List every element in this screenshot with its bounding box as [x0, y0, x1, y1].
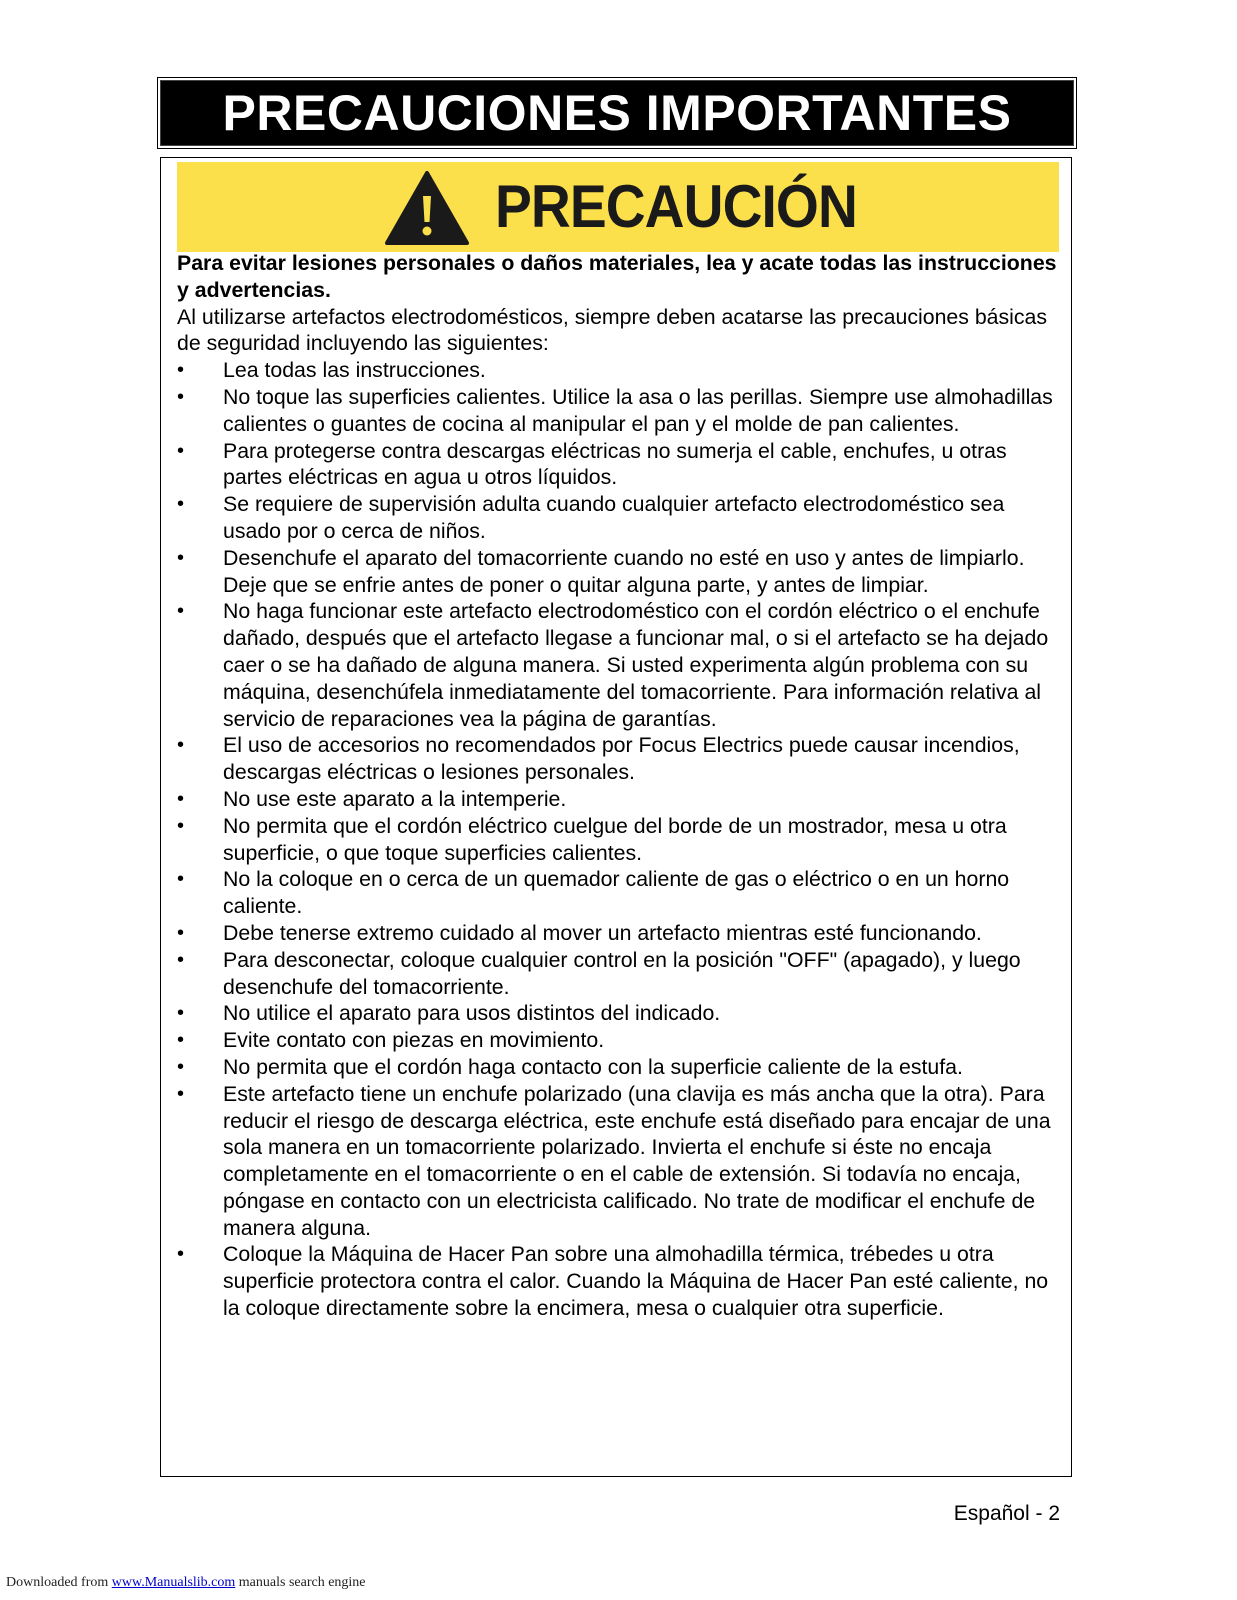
page-number: Español - 2	[953, 1502, 1060, 1525]
intro-warning: Para evitar lesiones personales o daños materiales, lea y acate todas las instrucciones y advertencias.	[177, 251, 1057, 302]
warning-triangle-icon	[384, 170, 470, 246]
list-item: • No utilice el aparato para usos distintos del indicado.	[177, 1000, 1067, 1027]
list-item: • Lea todas las instrucciones.	[177, 357, 1067, 384]
footer-suffix: manuals search engine	[235, 1575, 366, 1590]
list-item: • No haga funcionar este artefacto electrodoméstico con el cordón eléctrico o el enchufe dañado, después que el artefacto llegase a funcionar mal, o si el artefacto se ha dejado caer o se ha dañado de alguna manera. Si usted experimenta algún problema con su máquina, desenchúfela inmediatamente del tomacorriente. Para información relativa al servicio de reparaciones vea la página de garantías.	[177, 598, 1067, 732]
precautions-list	[177, 357, 1067, 1322]
list-item: • Evite contato con piezas en movimiento.	[177, 1027, 1067, 1054]
footer-prefix: Downloaded from	[6, 1575, 112, 1590]
title-bar	[160, 80, 1074, 146]
list-item: • Se requiere de supervisión adulta cuando cualquier artefacto electrodoméstico sea usado por o cerca de niños.	[177, 491, 1067, 545]
list-item: • Para desconectar, coloque cualquier control en la posición "OFF" (apagado), y luego desenchufe del tomacorriente.	[177, 947, 1067, 1001]
precautions-box	[160, 157, 1072, 1477]
list-item: • No la coloque en o cerca de un quemador caliente de gas o eléctrico o en un horno caliente.	[177, 866, 1067, 920]
list-item: • Coloque la Máquina de Hacer Pan sobre una almohadilla térmica, trébedes u otra superficie protectora contra el calor. Cuando la Máquina de Hacer Pan esté caliente, no la coloque directamente sobre la encimera, mesa o cualquier otra superficie.	[177, 1241, 1067, 1321]
list-item: • El uso de accesorios no recomendados por Focus Electrics puede causar incendios, descargas eléctricas o lesiones personales.	[177, 732, 1067, 786]
list-item: • No toque las superficies calientes. Utilice la asa o las perillas. Siempre use almohadillas calientes o guantes de cocina al manipular el pan y el molde de pan calientes.	[177, 384, 1067, 438]
caution-label: PRECAUCIÓN	[495, 173, 857, 240]
manualslib-link[interactable]: www.Manualslib.com	[111, 1575, 236, 1590]
download-footer	[6, 1575, 366, 1591]
page-title: PRECAUCIONES IMPORTANTES	[222, 85, 1012, 141]
intro-text: Al utilizarse artefactos electrodomésticos, siempre deben acatarse las precauciones básicas de seguridad incluyendo las siguientes:	[177, 304, 1048, 356]
list-item: • Para protegerse contra descargas eléctricas no sumerja el cable, enchufes, u otras partes eléctricas en agua u otros líquidos.	[177, 438, 1067, 492]
list-item: • Desenchufe el aparato del tomacorriente cuando no esté en uso y antes de limpiarlo. Deje que se enfrie antes de poner o quitar alguna parte, y antes de limpiar.	[177, 545, 1067, 599]
caution-banner	[177, 162, 1059, 252]
list-item: • No use este aparato a la intemperie.	[177, 786, 1067, 813]
list-item: • No permita que el cordón haga contacto con la superficie caliente de la estufa.	[177, 1054, 1067, 1081]
list-item: • Debe tenerse extremo cuidado al mover un artefacto mientras esté funcionando.	[177, 920, 1067, 947]
list-item: • Este artefacto tiene un enchufe polarizado (una clavija es más ancha que la otra). Para reducir el riesgo de descarga eléctrica, este enchufe está diseñado para encajar de una sola manera en un tomacorriente polarizado. Invierta el enchufe si éste no encaja completamente en el tomacorriente o en el cable de extensión. Si todavía no encaja, póngase en contacto con un electricista calificado. No trate de modificar el enchufe de manera alguna.	[177, 1081, 1067, 1242]
list-item: • No permita que el cordón eléctrico cuelgue del borde de un mostrador, mesa u otra superficie, o que toque superficies calientes.	[177, 813, 1067, 867]
precautions-text	[177, 250, 1067, 1322]
